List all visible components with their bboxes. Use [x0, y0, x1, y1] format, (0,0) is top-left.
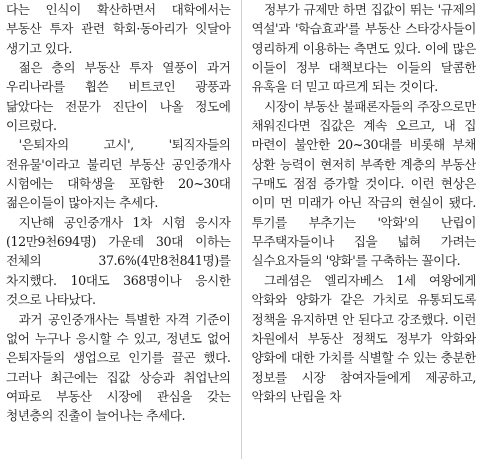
paragraph: 지난해 공인중개사 1차 시험 응시자(12만9천694명) 가운데 30대 이하는 전체의 37.6%(4만8천841명)를 차지했다. 10대도 368명이나 응시한 것으로 나타났다.: [6, 214, 231, 308]
paragraph: 정부가 규제만 하면 집값이 뛰는 '규제의 역설'과 '학습효과'를 부동산 스타강사들이 영리하게 이용하는 측면도 있다. 이에 많은 이들이 정부 대책보다는 이들의 달콤한 유혹을 더 믿고 따르게 되는 것이다.: [251, 2, 476, 95]
article-column-left: [6, 0, 231, 459]
paragraph: 다는 인식이 확산하면서 대학에서는 부동산 투자 관련 학회·동아리가 잇달아 생기고 있다.: [6, 2, 231, 56]
paragraph: 시장이 부동산 불패론자들의 주장으로만 채워진다면 집값은 계속 오르고, 내 집 마련이 불안한 20~30대를 비롯해 부채 상환 능력이 현저히 부족한 계층의 부동산 구매도 점점 증가할 것이다. 이런 현상은 이미 먼 미래가 아닌 작금의 현실이 됐다. 투기를 부추기는 '악화'의 난립이 무주택자들이나 집을 넓혀 가려는 실수요자들의 '양화'를 구축하는 꼴이다.: [251, 98, 476, 269]
paragraph: 젊은 층의 부동산 투자 열풍이 과거 우리나라를 휩쓴 비트코인 광풍과 닮았다는 전문가 진단이 나올 정도에 이르렀다.: [6, 60, 231, 134]
paragraph: '은퇴자의 고시', '퇴직자들의 전유물'이라고 불리던 부동산 공인중개사 시험에는 대학생을 포함한 20~30대 젊은이들이 많아지는 추세다.: [6, 137, 231, 211]
paragraph: 그레셤은 엘리자베스 1세 여왕에게 악화와 양화가 같은 가치로 유통되도록 정책을 유지하면 안 된다고 강조했다. 이런 차원에서 부동산 정책도 정부가 악화와 양화에 대한 가치를 식별할 수 있는 충분한 정보를 시장 참여자들에게 제공하고, 악화의 난립을 차: [251, 272, 476, 404]
column-divider: [241, 0, 242, 459]
article-column-right: [252, 0, 477, 459]
paragraph: 과거 공인중개사는 특별한 자격 기준이 없어 누구나 응시할 수 있고, 정년도 없어 은퇴자들의 생업으로 인기를 끌곤 했다. 그러나 최근에는 집값 상승과 취업난의 여파로 부동산 시장에 관심을 갖는 청년층의 진출이 늘어나는 추세다.: [6, 311, 231, 424]
